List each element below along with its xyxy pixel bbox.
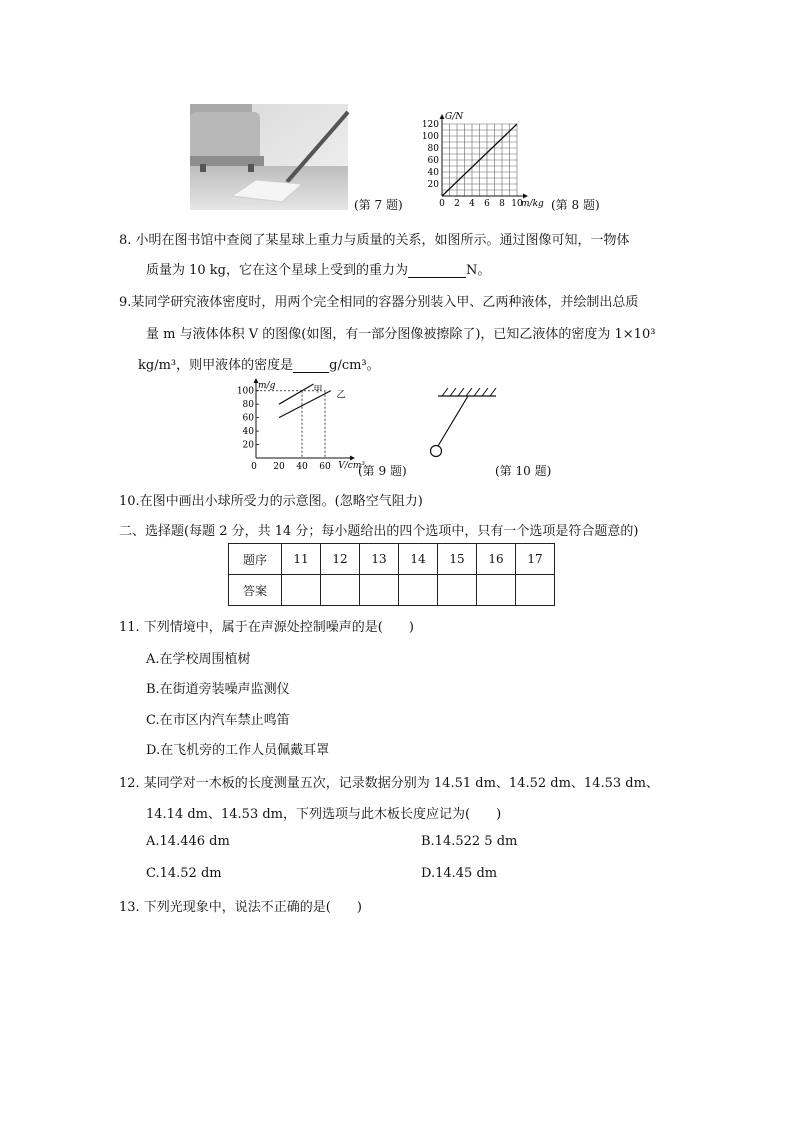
series-b-label: 乙 xyxy=(336,390,346,401)
q11-stem: 11. 下列情境中，属于在声源处控制噪声的是( ) xyxy=(119,620,414,635)
y-tick-label: 60 xyxy=(427,156,439,166)
answer-table-answer-row xyxy=(229,575,555,606)
y-tick-label: 80 xyxy=(427,144,439,154)
x-tick-label: 2 xyxy=(454,199,460,209)
answer-table-header-row xyxy=(229,544,555,575)
answer-table-number: 13 xyxy=(360,544,399,575)
x-tick-label: 10 xyxy=(511,199,523,209)
q9-line3-text: kg/m³，则甲液体的密度是 xyxy=(138,358,294,373)
answer-table-number: 11 xyxy=(282,544,321,575)
x-axis-label: V/cm³ xyxy=(338,461,365,471)
answer-table-number: 17 xyxy=(516,544,555,575)
x-axis-arrow xyxy=(523,194,528,199)
series-a-label: 甲 xyxy=(313,385,323,395)
x-tick-label: 0 xyxy=(251,462,257,472)
q8-answer-blank[interactable] xyxy=(408,263,466,278)
q11-option-b[interactable]: B.在街道旁装噪声监测仪 xyxy=(146,682,290,697)
answer-cell[interactable] xyxy=(438,575,477,606)
q11-option-d[interactable]: D.在飞机旁的工作人员佩戴耳罩 xyxy=(146,743,330,758)
answer-table-number: 15 xyxy=(438,544,477,575)
q12-option-d[interactable]: D.14.45 dm xyxy=(421,866,498,881)
q9-answer-blank[interactable] xyxy=(293,358,329,373)
q8-unit: N。 xyxy=(466,263,491,278)
answer-table-number: 12 xyxy=(321,544,360,575)
y-tick-label: 40 xyxy=(427,168,439,178)
x-tick-label: 60 xyxy=(319,462,331,472)
x-tick-label: 0 xyxy=(439,199,445,209)
fig9-chart xyxy=(232,376,365,476)
fig7-photo xyxy=(190,104,348,210)
fig7-caption: (第 7 题) xyxy=(354,198,403,212)
fig10-pendulum xyxy=(430,384,500,462)
answer-cell[interactable] xyxy=(516,575,555,606)
q12-option-c[interactable]: C.14.52 dm xyxy=(146,866,222,881)
y-tick-label: 60 xyxy=(242,413,254,424)
y-tick-label: 80 xyxy=(242,400,254,411)
x-axis-label: m/kg xyxy=(521,199,544,209)
q12-line2: 14.14 dm、14.53 dm，下列选项与此木板长度应记为( ) xyxy=(146,807,502,822)
series-a-line xyxy=(279,384,314,404)
pendulum-string xyxy=(438,396,468,446)
q8-line1: 8. 小明在图书馆中查阅了某星球上重力与质量的关系，如图所示。通过图像可知，一物体 xyxy=(119,233,630,248)
answer-table-number: 14 xyxy=(399,544,438,575)
q9-unit: g/cm³。 xyxy=(329,358,380,373)
q9-line3 xyxy=(138,354,380,373)
x-axis-arrow xyxy=(350,456,355,461)
q12-option-a[interactable]: A.14.446 dm xyxy=(146,834,230,849)
q12-line1: 12. 某同学对一木板的长度测量五次，记录数据分别为 14.51 dm、14.52 dm、14.53 dm、 xyxy=(119,776,659,791)
x-tick-label: 40 xyxy=(296,462,308,472)
q13-stem: 13. 下列光现象中，说法不正确的是( ) xyxy=(119,900,362,915)
q11-option-c[interactable]: C.在市区内汽车禁止鸣笛 xyxy=(146,713,290,728)
q8-line2-text: 质量为 10 kg，它在这个星球上受到的重力为 xyxy=(146,263,409,278)
answer-cell[interactable] xyxy=(321,575,360,606)
answer-cell[interactable] xyxy=(360,575,399,606)
x-tick-label: 20 xyxy=(273,462,285,472)
fig10-caption: (第 10 题) xyxy=(495,464,552,478)
y-tick-label: 100 xyxy=(421,132,439,142)
x-tick-label: 6 xyxy=(484,199,490,209)
y-tick-label: 120 xyxy=(421,120,439,130)
answer-table-number: 16 xyxy=(477,544,516,575)
x-tick-label: 4 xyxy=(469,199,475,209)
answer-table xyxy=(228,543,555,606)
fig9-caption: (第 9 题) xyxy=(358,464,407,478)
q11-option-a[interactable]: A.在学校周围植树 xyxy=(146,652,251,667)
q9-line1: 9.某同学研究液体密度时，用两个完全相同的容器分别装入甲、乙两种液体，并绘制出总质 xyxy=(119,295,639,310)
answer-cell[interactable] xyxy=(477,575,516,606)
q10-text: 10.在图中画出小球所受力的示意图。(忽略空气阻力) xyxy=(119,494,423,509)
y-axis-label: G/N xyxy=(445,112,464,122)
y-tick-label: 100 xyxy=(236,386,254,397)
answer-table-answer-label: 答案 xyxy=(229,575,282,606)
answer-cell[interactable] xyxy=(282,575,321,606)
answer-table-header: 题序 xyxy=(229,544,282,575)
x-tick-label: 8 xyxy=(499,199,505,209)
fig8-caption: (第 8 题) xyxy=(551,198,600,212)
q9-line2: 量 m 与液体体积 V 的图像(如图，有一部分图像被擦除了)，已知乙液体的密度为 1×10³ xyxy=(146,327,656,342)
y-tick-label: 20 xyxy=(427,180,439,190)
pendulum-ball xyxy=(431,446,442,457)
q12-option-b[interactable]: B.14.522 5 dm xyxy=(421,834,518,849)
answer-cell[interactable] xyxy=(399,575,438,606)
section2-heading: 二、选择题(每题 2 分，共 14 分；每小题给出的四个选项中，只有一个选项是符合题意的) xyxy=(119,524,639,539)
y-tick-label: 20 xyxy=(242,440,254,451)
series-b-line xyxy=(279,391,331,418)
y-axis-label: m/g xyxy=(258,381,276,391)
fig8-chart xyxy=(410,110,560,214)
q8-line2 xyxy=(146,259,490,278)
y-axis-arrow xyxy=(440,114,445,119)
y-tick-label: 40 xyxy=(242,427,254,438)
